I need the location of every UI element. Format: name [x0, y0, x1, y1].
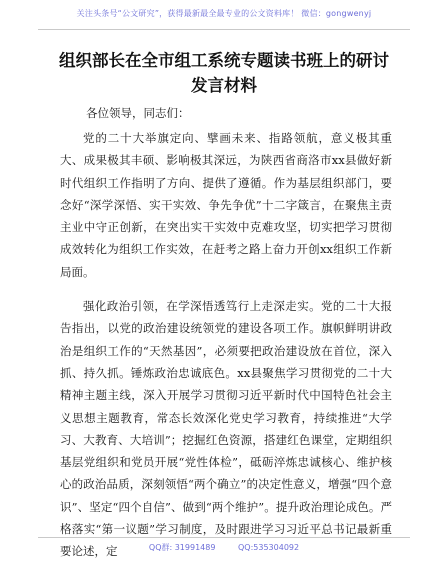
document-title	[36, 48, 412, 98]
title-line-1: 组织部长在全市组工系统专题读书班上的研讨	[59, 51, 389, 70]
footer	[0, 542, 448, 553]
greeting: 各位领导，同志们：	[86, 106, 190, 120]
paragraph-1: 党的二十大举旗定向、擘画未来、指路领航，意义极其重大、成果极其丰硕、影响极其深远，为陕西省商洛市xx县做好新时代组织工作指明了方向、提供了遵循。作为基层组织部门，要念好“深学深悟、实干实效、争先争优”十二字箴言，在聚焦主责主业中守正创新，在突出实干实效中克难攻坚，切实把学习贯彻成效转化为组织工作实效，在赶考之路上奋力开创xx组织工作新局面。	[60, 131, 392, 279]
footer-qq: QQ:535304092	[238, 543, 300, 552]
document-body	[60, 127, 392, 575]
header-banner: 关注头条号“公文研究”，获得最新最全最专业的公文资料库！ 微信：gongwenyj	[76, 9, 372, 18]
header-divider	[38, 29, 410, 30]
title-line-2: 发言材料	[191, 76, 257, 95]
footer-qq-group: QQ群: 31991489	[148, 543, 216, 552]
paragraph-2: 强化政治引领，在学深悟透笃行上走深走实。党的二十大报告指出，以党的政治建设统领党的建设各项工作。旗帜鲜明讲政治是组织工作的“天然基因”，必须要把政治建设放在首位，深入抓、持久抓。锤炼政治忠诚底色。xx县聚焦学习贯彻党的二十大精神主题主线，深入开展学习贯彻习近平新时代中国特色社会主义思想主题教育，常态长效深化党史学习教育，持续推进“大学习、大教育、大培训”；挖掘红色资源，搭建红色课堂，定期组织基层党组织和党员开展“党性体检”，砥砺淬炼忠诚核心、维护核心的政治品质，深刻领悟“两个确立”的决定性意义，增强“四个意识”、坚定“四个自信”、做到“两个维护”。提升政治理论成色。严格落实“第一议题”学习制度，及时跟进学习习近平总书记最新重要论述，定	[60, 299, 392, 559]
footer-divider	[38, 537, 410, 538]
